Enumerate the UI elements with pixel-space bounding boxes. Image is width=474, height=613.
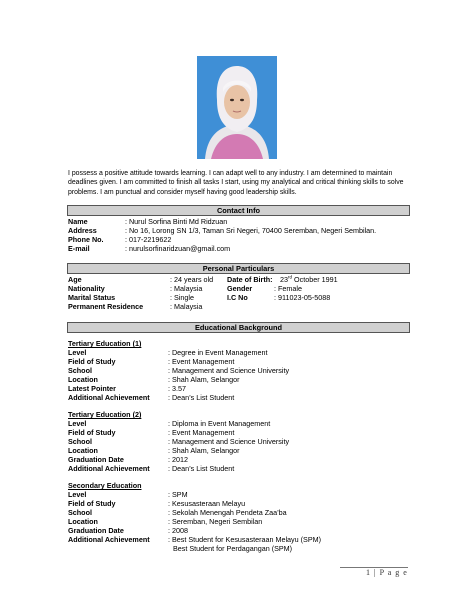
marital-value: : Single — [170, 293, 194, 302]
t2-achievement-label: Additional Achievement — [68, 464, 150, 473]
ic-label: I.C No — [227, 293, 248, 302]
t1-pointer-label: Latest Pointer — [68, 384, 116, 393]
portrait-icon — [197, 56, 277, 159]
email-value: : nurulsorfinaridzuan@gmail.com — [125, 244, 231, 253]
t2-grad-value: : 2012 — [168, 455, 188, 464]
t1-location-value: : Shah Alam, Selangor — [168, 375, 240, 384]
secondary-title: Secondary Education — [68, 481, 142, 490]
dob-value — [280, 275, 338, 284]
s-school-label: School — [68, 508, 92, 517]
t2-field-value: : Event Management — [168, 428, 235, 437]
t1-field-label: Field of Study — [68, 357, 116, 366]
s-achievement-label: Additional Achievement — [68, 535, 150, 544]
nationality-value: : Malaysia — [170, 284, 203, 293]
t2-school-label: School — [68, 437, 92, 446]
phone-label: Phone No. — [68, 235, 104, 244]
t2-level-label: Level — [68, 419, 87, 428]
dob-rest: October 1991 — [294, 275, 338, 284]
residence-label: Permanent Residence — [68, 302, 144, 311]
s-achievement-value-2: Best Student for Perdagangan (SPM) — [173, 544, 293, 553]
t1-achievement-label: Additional Achievement — [68, 393, 150, 402]
s-grad-label: Graduation Date — [68, 526, 124, 535]
t2-location-label: Location — [68, 446, 98, 455]
education-header: Educational Background — [67, 322, 410, 333]
tertiary1-title: Tertiary Education (1) — [68, 339, 142, 348]
ic-value: : 911023-05-5088 — [274, 293, 331, 302]
t1-location-label: Location — [68, 375, 98, 384]
t2-achievement-value: : Dean’s List Student — [168, 464, 235, 473]
t2-location-value: : Shah Alam, Selangor — [168, 446, 240, 455]
s-grad-value: : 2008 — [168, 526, 188, 535]
s-achievement-value: : Best Student for Kesusasteraan Melayu (SPM) — [168, 535, 322, 544]
t2-grad-label: Graduation Date — [68, 455, 124, 464]
t1-level-label: Level — [68, 348, 87, 357]
t2-field-label: Field of Study — [68, 428, 116, 437]
t1-school-label: School — [68, 366, 92, 375]
t2-level-value: : Diploma in Event Management — [168, 419, 271, 428]
residence-value: : Malaysia — [170, 302, 203, 311]
age-value: : 24 years old — [170, 275, 214, 284]
marital-label: Marital Status — [68, 293, 116, 302]
t1-school-value: : Management and Science University — [168, 366, 290, 375]
age-label: Age — [68, 275, 82, 284]
name-value: : Nurul Sorfina Binti Md Ridzuan — [125, 217, 228, 226]
s-field-value: : Kesusasteraan Melayu — [168, 499, 246, 508]
dob-label: Date of Birth: — [227, 275, 273, 284]
contact-header: Contact Info — [67, 205, 410, 216]
dob-suffix: rd — [288, 274, 293, 280]
nationality-label: Nationality — [68, 284, 105, 293]
objective-statement: I possess a positive attitude towards learning. I can adapt well to any industry. I am determined to maintain deadlines given. I am committed to finish all tasks I start, using my analytical and critical thinking skills to solve problems. I am punctual and consider myself having good leadership skills. — [68, 170, 404, 196]
s-level-value: : SPM — [168, 490, 188, 499]
gender-label: Gender — [227, 284, 253, 293]
s-level-label: Level — [68, 490, 87, 499]
s-location-value: : Seremban, Negeri Sembilan — [168, 517, 263, 526]
s-school-value: : Sekolah Menengah Pendeta Zaa’ba — [168, 508, 287, 517]
address-label: Address — [68, 226, 97, 235]
address-value: : No 16, Lorong SN 1/3, Taman Sri Negeri, 70400 Seremban, Negeri Sembilan. — [125, 226, 377, 235]
page-number: 1 | P a g e — [366, 568, 408, 577]
gender-value: : Female — [274, 284, 302, 293]
t1-level-value: : Degree in Event Management — [168, 348, 268, 357]
dob-day: 23 — [280, 275, 288, 284]
email-label: E-mail — [68, 244, 90, 253]
t1-pointer-value: : 3.57 — [168, 384, 186, 393]
personal-header: Personal Particulars — [67, 263, 410, 274]
tertiary2-title: Tertiary Education (2) — [68, 410, 142, 419]
s-field-label: Field of Study — [68, 499, 116, 508]
profile-photo — [197, 56, 277, 159]
s-location-label: Location — [68, 517, 98, 526]
name-label: Name — [68, 217, 88, 226]
t1-achievement-value: : Dean’s List Student — [168, 393, 235, 402]
t1-field-value: : Event Management — [168, 357, 235, 366]
t2-school-value: : Management and Science University — [168, 437, 290, 446]
phone-value: : 017-2219622 — [125, 235, 172, 244]
